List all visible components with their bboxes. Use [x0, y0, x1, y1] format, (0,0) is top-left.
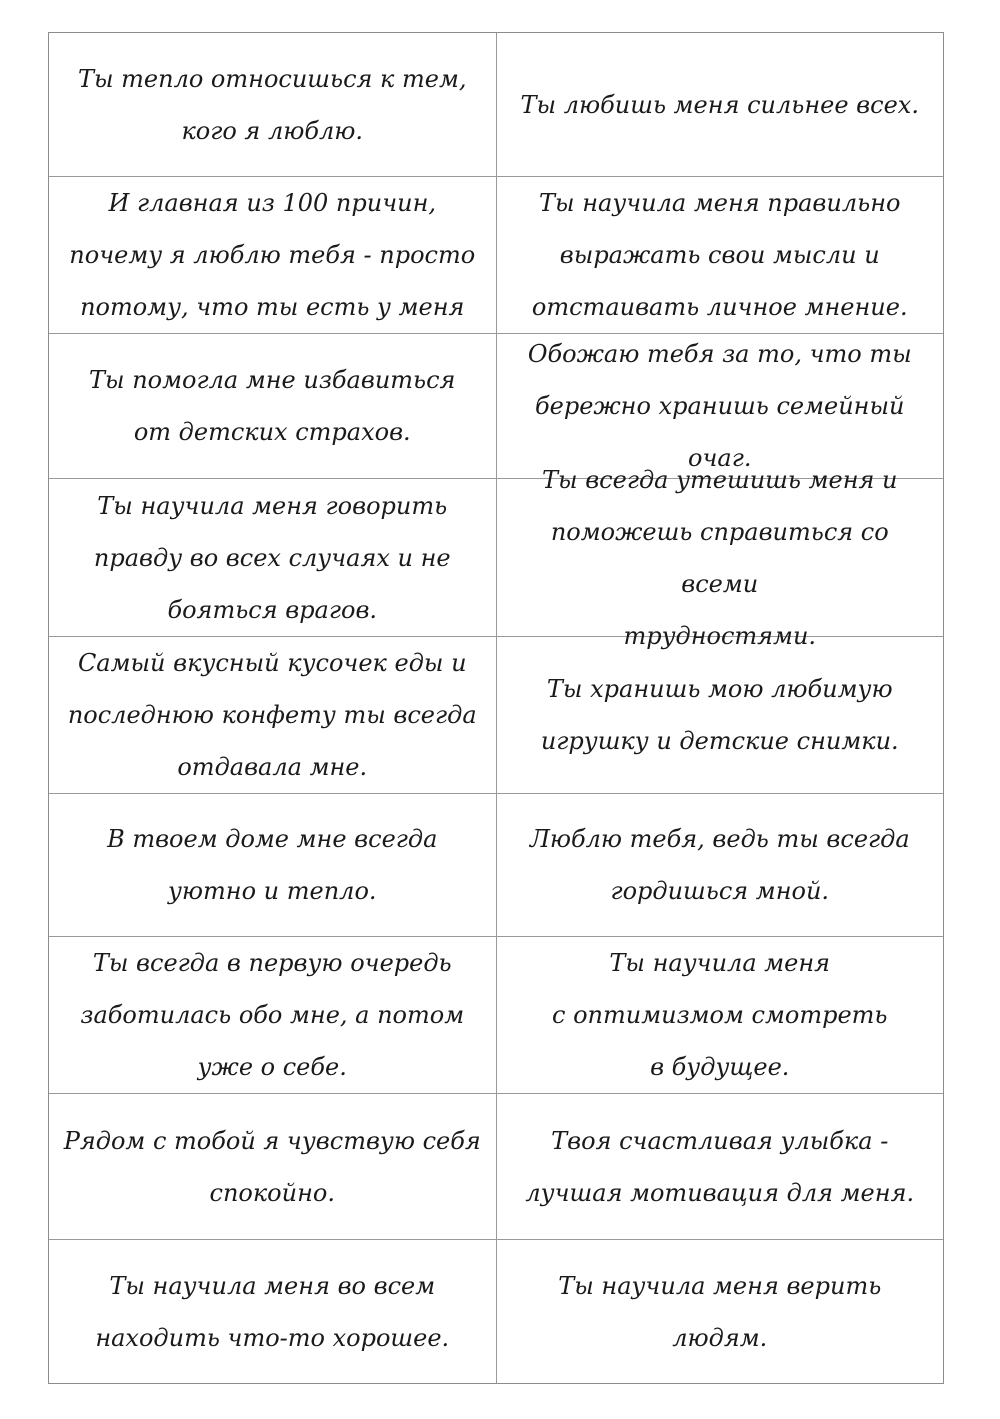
card-text: Ты научила меня во всем находить что-то хорошее.	[49, 1240, 497, 1383]
card-row	[49, 937, 943, 1094]
card-text: Ты всегда в первую очередь заботилась обо мне, а потом уже о себе.	[49, 937, 497, 1093]
card-row	[49, 465, 943, 650]
card-text: Ты научила меня верить людям.	[558, 1271, 882, 1352]
card-row	[49, 1094, 943, 1240]
card-text: И главная из 100 причин, почему я люблю тебя - просто потому, что ты есть у меня	[49, 177, 497, 333]
card-row	[49, 794, 943, 937]
card-text: Твоя счастливая улыбка - лучшая мотивация для меня.	[525, 1126, 915, 1207]
card-text: Ты научила меня говорить правду во всех случаях и не бояться врагов.	[49, 479, 497, 636]
card-row	[49, 177, 943, 334]
card-text: Ты хранишь мою любимую игрушку и детские снимки.	[540, 675, 899, 755]
cards-sheet	[48, 32, 944, 1384]
card-text: Ты любишь меня сильнее всех.	[520, 90, 919, 119]
card-text: Рядом с тобой я чувствую себя спокойно.	[49, 1094, 497, 1239]
card-row	[49, 33, 943, 177]
card-text: Ты всегда утешишь меня и поможешь справиться со всеми трудностями.	[542, 465, 898, 650]
card-row	[49, 637, 943, 794]
card-text: Ты научила меня с оптимизмом смотреть в будущее.	[552, 949, 888, 1081]
card-row	[49, 1240, 943, 1383]
card-text: Обожаю тебя за то, что ты бережно хранишь семейный очаг.	[527, 340, 912, 472]
card-text: Ты тепло относишься к тем, кого я люблю.	[49, 33, 497, 176]
card-text: Самый вкусный кусочек еды и последнюю конфету ты всегда отдавала мне.	[49, 637, 497, 793]
card-text: В твоем доме мне всегда уютно и тепло.	[49, 794, 497, 936]
card-text: Люблю тебя, ведь ты всегда гордишься мной.	[529, 825, 910, 905]
card-text: Ты помогла мне избавиться от детских страхов.	[49, 334, 497, 478]
card-text: Ты научила меня правильно выражать свои мысли и отстаивать личное мнение.	[531, 189, 908, 321]
